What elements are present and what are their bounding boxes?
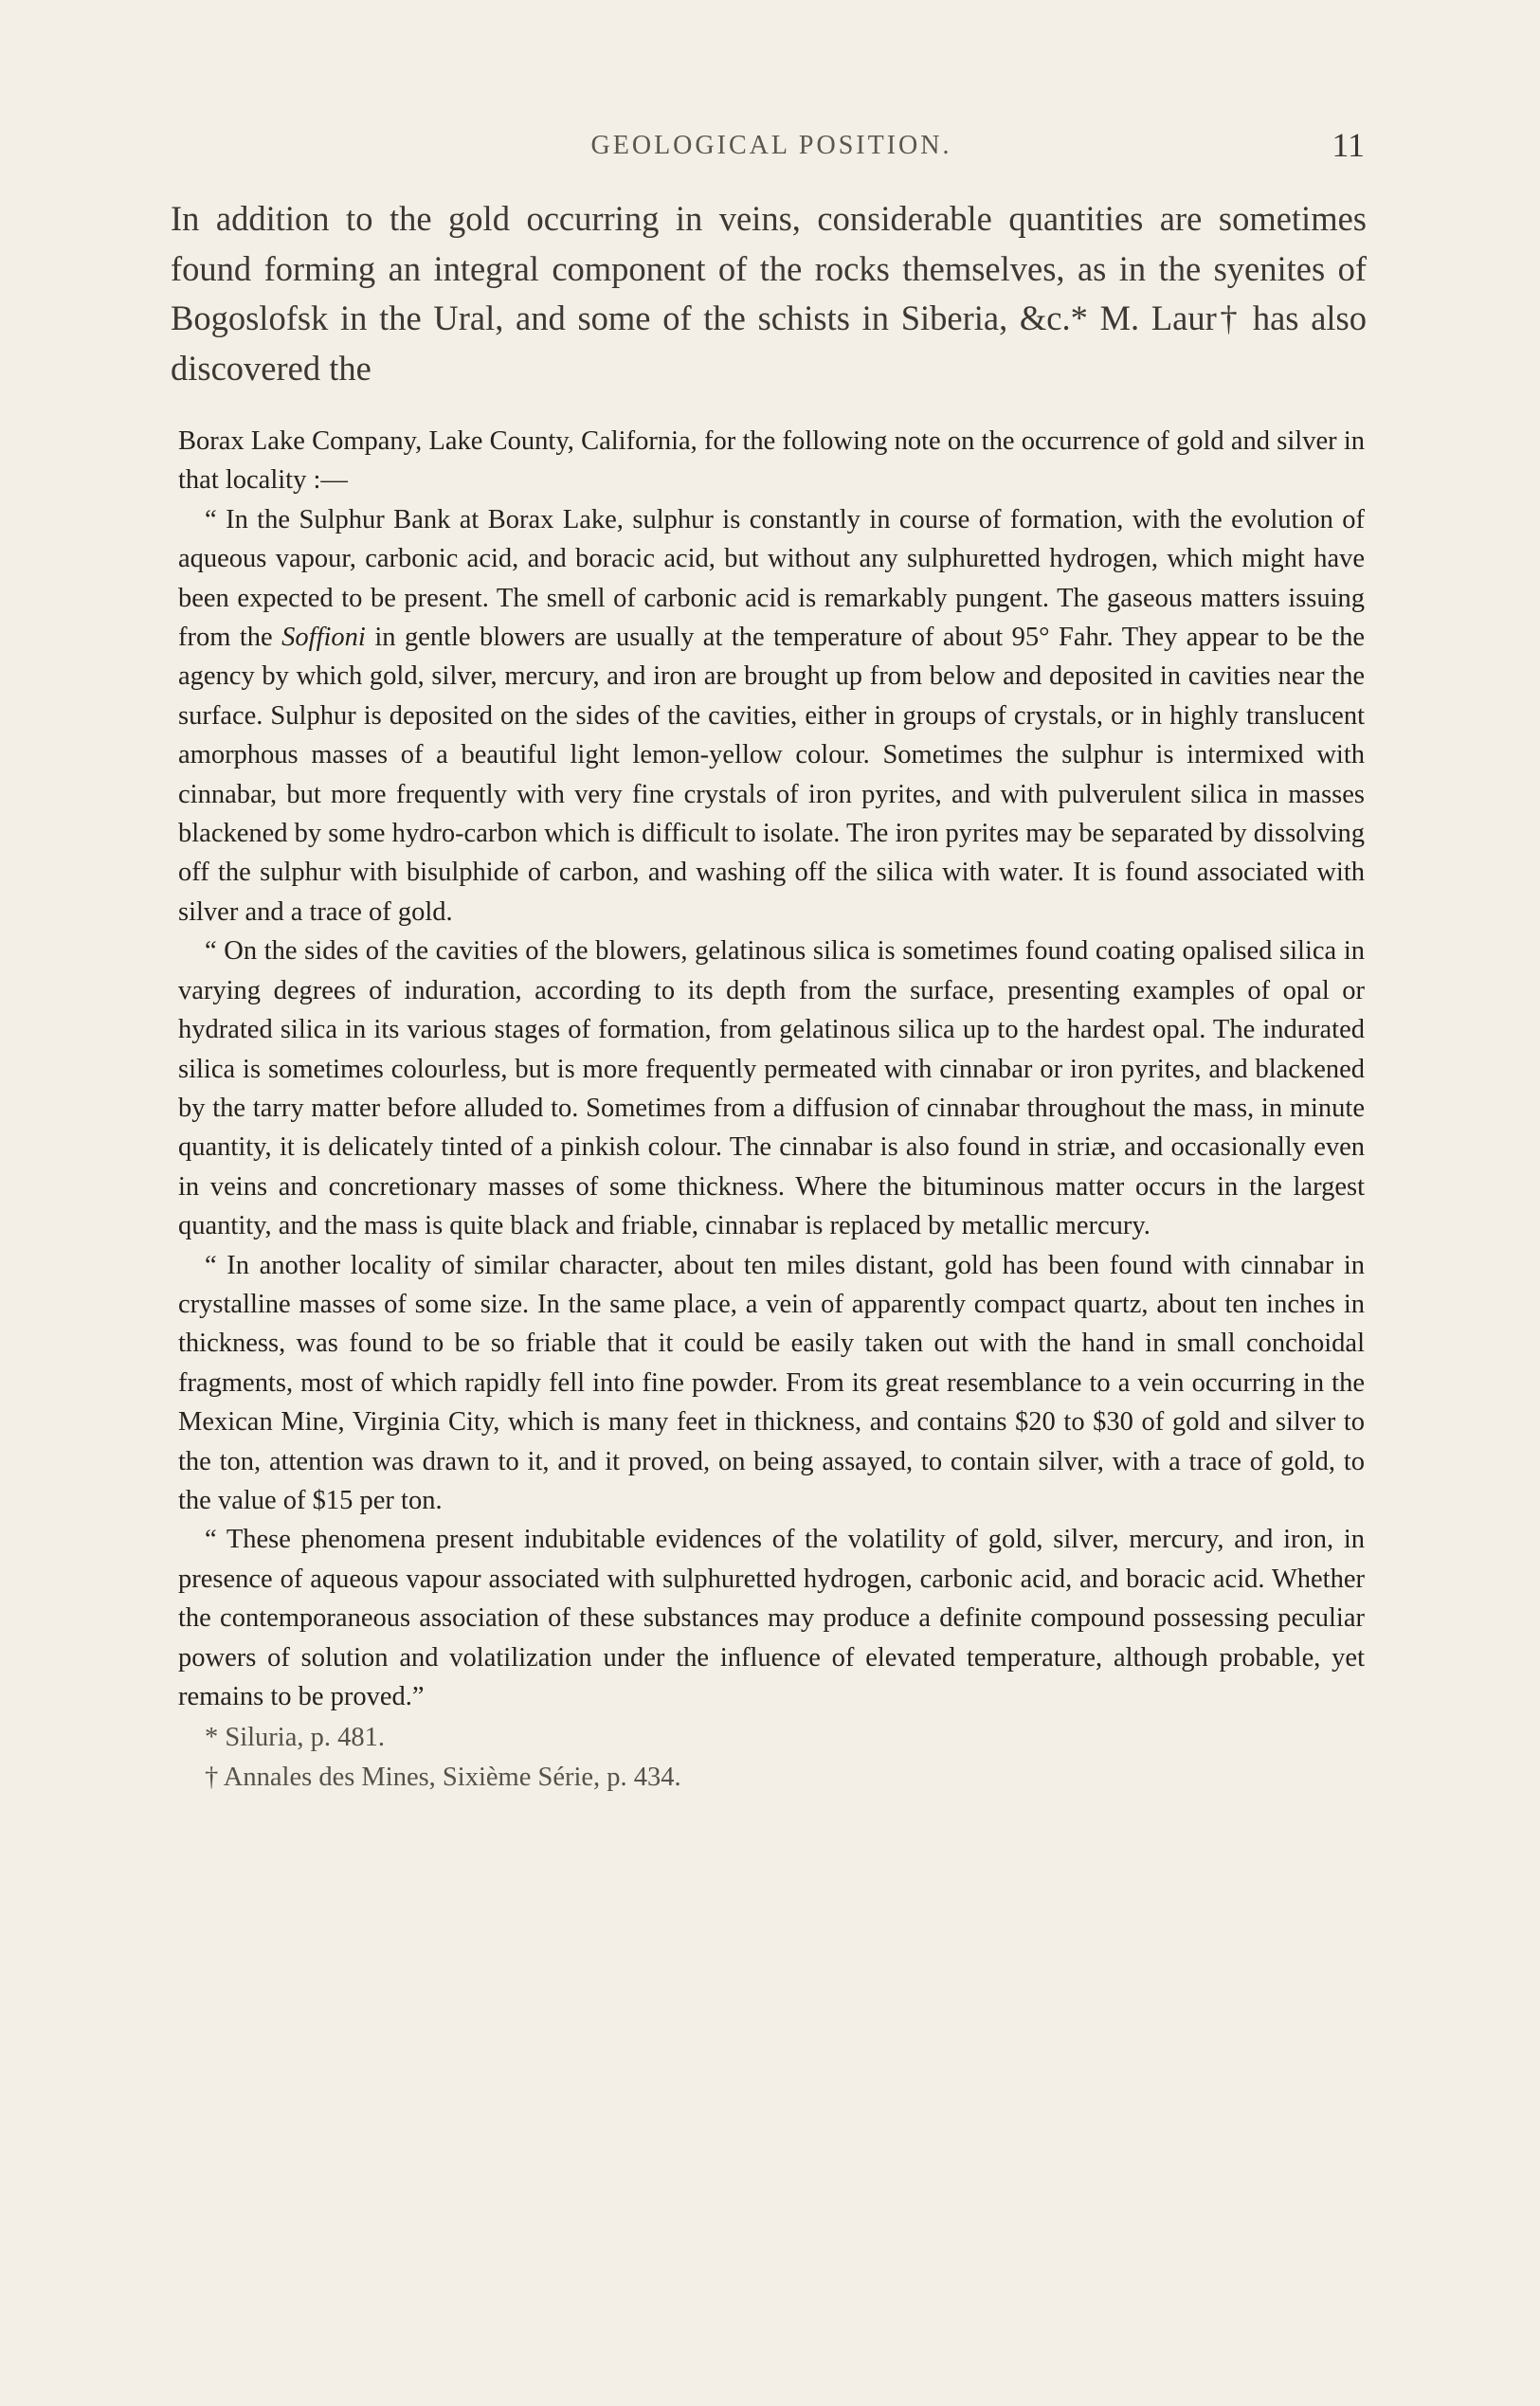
footnote-paragraph-2: “ On the sides of the cavities of the blowers, gelatinous silica is sometimes found coating opalised silica in varying degrees of induration, according to its depth from the surface, presenting examples of opal or hydrated silica in its various stages of formation, from gelatinous silica up to the hardest opal. The indurated silica is sometimes colourless, but is more frequently permeated with cinnabar or iron pyrites, and blackened by the tarry matter before alluded to. Sometimes from a diffusion of cinnabar throughout the mass, in minute quantity, it is delicately tinted of a pinkish colour. The cinnabar is also found in striæ, and occasionally even in veins and concretionary masses of some thickness. Where the bituminous matter occurs in the largest quantity, and the mass is quite black and friable, cinnabar is replaced by metallic mercury. [178,936,1365,1241]
footnote-paragraph-1 [178,500,1365,932]
footnote-paragraph-1-part-a: “ In the Sulphur Bank at Borax Lake, sulphur is constantly in course of formation, with the evolution of aqueous vapour, carbonic acid, and boracic acid, but without any sulphuretted hydrogen, which might have been expected to be present. The smell of carbonic acid is remarkably pungent. The gaseous matters issuing from the [178,504,1365,653]
reference-annales: † Annales des Mines, Sixième Série, p. 434. [205,1762,681,1792]
page-number: 11 [1332,126,1365,164]
footnote-intro: Borax Lake Company, Lake County, California, for the following note on the occurrence of gold and silver in that locality :— [178,426,1365,496]
footnote-paragraph-4: “ These phenomena present indubitable evidences of the volatility of gold, silver, mercury, and iron, in presence of aqueous vapour associated with sulphuretted hydrogen, carbonic acid, and boracic acid. Whether the contemporaneous association of these substances may produce a definite compound possessing peculiar powers of solution and volatilization under the influence of elevated temperature, although probable, yet remains to be proved.” [178,1525,1365,1711]
footnote-area [178,422,1365,1797]
reference-siluria: * Siluria, p. 481. [205,1723,385,1753]
running-head: GEOLOGICAL POSITION. [590,131,952,160]
soffioni-term: Soffioni [281,623,366,653]
footnote-paragraph-3: “ In another locality of similar character, about ten miles distant, gold has been found with cinnabar in crystalline masses of some size. In the same place, a vein of apparently compact quartz, about ten inches in thickness, was found to be so friable that it could be easily taken out with the hand in small conchoidal fragments, most of which rapidly fell into fine powder. From its great resemblance to a vein occurring in the Mexican Mine, Virginia City, which is many feet in thickness, and contains $20 to $30 of gold and silver to the ton, attention was drawn to it, and it proved, on being assayed, to contain silver, with a trace of gold, to the value of $15 per ton. [178,1250,1365,1515]
page-header [178,125,1365,172]
main-paragraph: In addition to the gold occurring in veins, considerable quantities are sometimes found forming an integral component of the rocks themselves, as in the syenites of Bogoslofsk in the Ural, and some of the schists in Siberia, &c.* M. Laur† has also discovered the [171,199,1367,388]
references [178,1718,1365,1797]
footnote-paragraph-1-part-b: in gentle blowers are usually at the temperature of about 95° Fahr. They appear to be the agency by which gold, silver, mercury, and iron are brought up from below and deposited in cavities near the surface. Sulphur is deposited on the sides of the cavities, either in groups of crystals, or in highly translucent amorphous masses of a beautiful light lemon-yellow colour. Sometimes the sulphur is intermixed with cinnabar, but more frequently with very fine crystals of iron pyrites, and with pulverulent silica in masses blackened by some hydro-carbon which is difficult to isolate. The iron pyrites may be separated by dissolving off the sulphur with bisulphide of carbon, and washing off the silica with water. It is found associated with silver and a trace of gold. [178,623,1366,927]
